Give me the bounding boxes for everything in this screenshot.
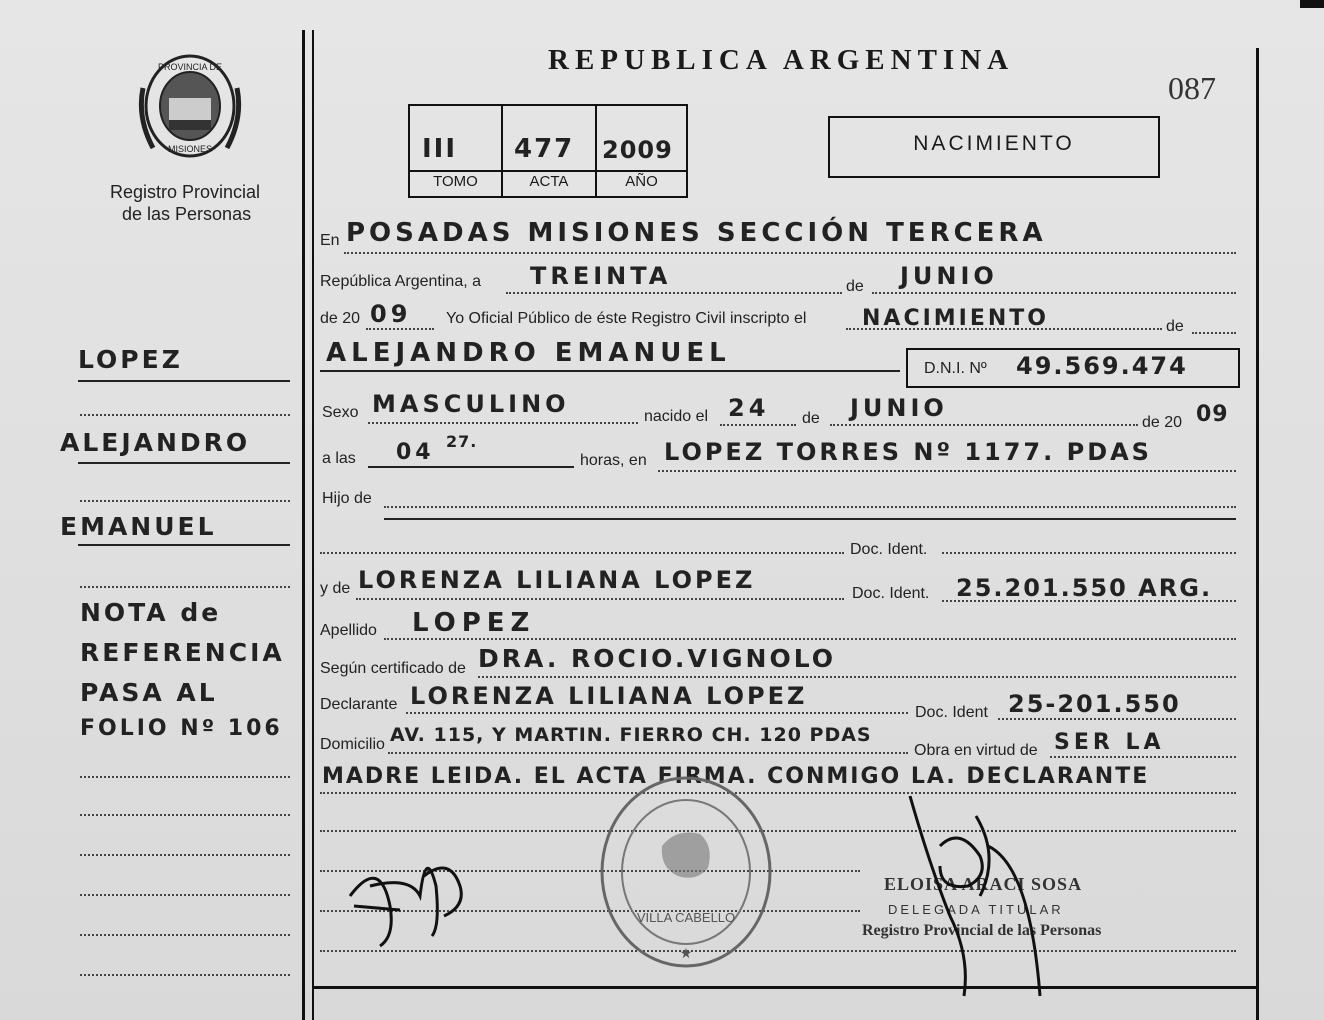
republica-label: República Argentina, a	[320, 273, 481, 290]
tomo-value: III	[422, 134, 458, 164]
svg-text:VILLA CABELLO: VILLA CABELLO	[636, 910, 736, 925]
de20-label-2: de 20	[1142, 414, 1183, 431]
nacido-label: nacido el	[644, 408, 709, 425]
en-label: En	[320, 232, 340, 249]
registry-name-line1: Registro Provincial	[110, 182, 261, 202]
sidebar-nombre1: ALEJANDRO	[60, 428, 251, 457]
dia-value: TREINTA	[530, 262, 672, 290]
province-seal-icon	[135, 48, 245, 166]
domicilio-label: Domicilio	[320, 736, 385, 753]
anio-value: 2009	[602, 136, 673, 164]
sidebar-nota-line4: FOLIO Nº 106	[80, 716, 283, 741]
obra-value: SER LA	[1054, 730, 1165, 755]
svg-text:PROVINCIA DE: PROVINCIA DE	[157, 62, 223, 72]
nacido-anio: 09	[1196, 402, 1229, 427]
signature-left	[340, 836, 480, 956]
dni-box	[906, 348, 1240, 388]
inscripto-value: NACIMIENTO	[862, 306, 1049, 331]
de-label: de	[846, 278, 864, 295]
de20-label: de 20	[320, 310, 361, 327]
declarante-doc: 25-201.550	[1008, 690, 1181, 718]
record-type-box	[828, 116, 1160, 178]
page-number: 087	[1168, 70, 1216, 106]
mes-value: JUNIO	[900, 262, 998, 290]
anio-inscripcion: 09	[370, 300, 412, 328]
sidebar-nombre2: EMANUEL	[60, 512, 217, 541]
acta-value: 477	[514, 134, 575, 164]
stamp-title: DELEGADA TITULAR	[888, 902, 1064, 917]
doc-ident-label-3: Doc. Ident	[915, 704, 988, 721]
registry-name-line2: de las Personas	[122, 204, 252, 224]
anio-label: AÑO	[625, 173, 658, 190]
hora-min: 27.	[446, 432, 478, 451]
signature-right	[880, 786, 1060, 1006]
nacido-dia: 24	[728, 394, 770, 422]
de-label-2: de	[1166, 318, 1184, 335]
svg-text:MISIONES: MISIONES	[167, 144, 213, 154]
round-official-seal	[596, 772, 776, 972]
page-title: REPUBLICA ARGENTINA	[548, 44, 1015, 76]
svg-text:★: ★	[679, 946, 693, 962]
hora-value: 04	[396, 440, 435, 465]
certificado-value: DRA. ROCIO.VIGNOLO	[478, 644, 837, 673]
domicilio-value: AV. 115, Y MARTIN. FIERRO CH. 120 PDAS	[390, 724, 872, 746]
sidebar-nota-line2: REFERENCIA	[80, 638, 285, 667]
frame-right-line	[1256, 48, 1259, 1020]
de-label-3: de	[802, 410, 820, 427]
record-type: NACIMIENTO	[913, 132, 1075, 155]
madre-value: LORENZA LILIANA LOPEZ	[358, 566, 756, 594]
alas-label: a las	[322, 450, 356, 467]
sidebar-apellido: LOPEZ	[78, 345, 183, 374]
stamp-name: ELOISA ARACI SOSA	[884, 874, 1083, 894]
stamp-office: Registro Provincial de las Personas	[862, 922, 1102, 939]
apellido-label: Apellido	[320, 622, 377, 639]
horas-en-label: horas, en	[580, 452, 647, 469]
apellido-value: LOPEZ	[412, 608, 536, 638]
dni-value: 49.569.474	[1016, 352, 1188, 380]
acta-label: ACTA	[529, 173, 569, 190]
record-box	[408, 104, 688, 198]
dni-label: D.N.I. Nº	[924, 360, 987, 377]
en-value: POSADAS MISIONES SECCIÓN TERCERA	[346, 218, 1047, 248]
hijo-label: Hijo de	[322, 490, 372, 507]
frame-left-line	[302, 30, 305, 1020]
doc-ident-label: Doc. Ident.	[850, 541, 928, 558]
sexo-value: MASCULINO	[372, 390, 570, 418]
declarante-label: Declarante	[320, 696, 398, 713]
sidebar-nota-line3: PASA AL	[80, 678, 218, 707]
sexo-label: Sexo	[322, 404, 359, 421]
certificado-label: Según certificado de	[320, 660, 466, 677]
sidebar-nota-line1: NOTA de	[80, 598, 222, 627]
edge-mark	[1300, 0, 1324, 8]
oficial-text: Yo Oficial Público de éste Registro Civil inscripto el	[446, 310, 807, 327]
obra-label: Obra en virtud de	[914, 742, 1038, 759]
doc-ident-label-2: Doc. Ident.	[852, 585, 930, 602]
declarante-value: LORENZA LILIANA LOPEZ	[410, 682, 808, 710]
frame-left-line-inner	[312, 30, 314, 1020]
nombre-value: ALEJANDRO EMANUEL	[326, 338, 731, 368]
linea-final: MADRE LEIDA. EL ACTA FIRMA. CONMIGO LA. DECLARANTE	[322, 764, 1150, 789]
nacido-mes: JUNIO	[850, 394, 948, 422]
yde-label: y de	[320, 580, 351, 597]
lugar-value: LOPEZ TORRES Nº 1177. PDAS	[664, 438, 1152, 466]
madre-doc: 25.201.550 ARG.	[956, 574, 1213, 602]
tomo-label: TOMO	[433, 173, 478, 190]
